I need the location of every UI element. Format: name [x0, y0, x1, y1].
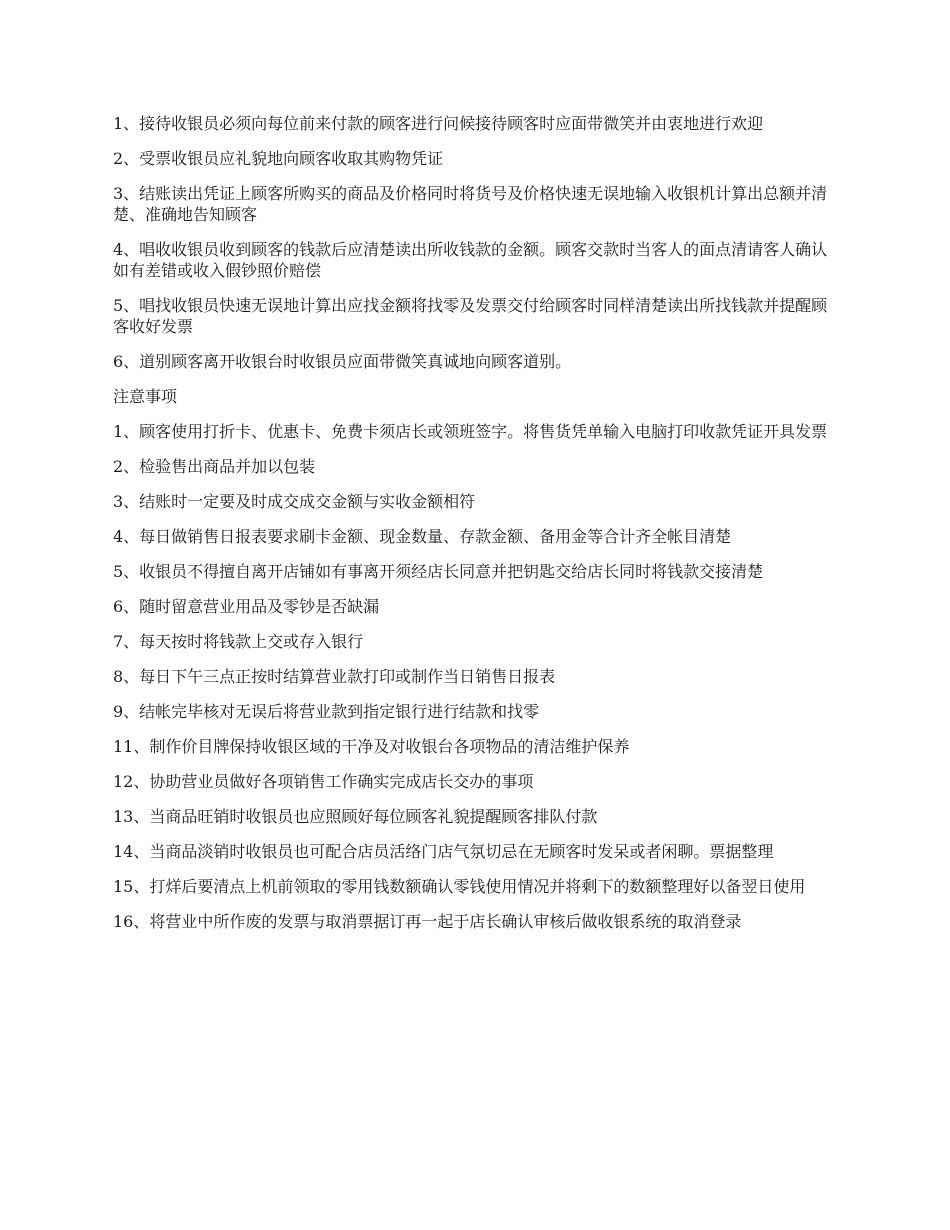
paragraph-19: 13、当商品旺销时收银员也应照顾好每位顾客礼貌提醒顾客排队付款	[113, 807, 598, 826]
paragraph-1: 1、接待收银员必须向每位前来付款的顾客进行问候接待顾客时应面带微笑并由衷地进行欢迎	[113, 114, 764, 133]
paragraph-12: 5、收银员不得擅自离开店铺如有事离开须经店长同意并把钥匙交给店长同时将钱款交接清楚	[113, 562, 764, 581]
paragraph-10: 3、结账时一定要及时成交成交金额与实收金额相符	[113, 492, 476, 511]
paragraph-2: 2、受票收银员应礼貌地向顾客收取其购物凭证	[113, 149, 444, 168]
paragraph-15: 8、每日下午三点正按时结算营业款打印或制作当日销售日报表	[113, 667, 556, 686]
paragraph-3: 3、结账读出凭证上顾客所购买的商品及价格同时将货号及价格快速无误地输入收银机计算出总额并清楚、准确地告知顾客	[113, 184, 828, 224]
paragraph-18: 12、协助营业员做好各项销售工作确实完成店长交办的事项	[113, 772, 534, 791]
paragraph-13: 6、随时留意营业用品及零钞是否缺漏	[113, 597, 380, 616]
paragraph-22: 16、将营业中所作废的发票与取消票据订再一起于店长确认审核后做收银系统的取消登录	[113, 912, 742, 931]
paragraph-4: 4、唱收收银员收到顾客的钱款后应清楚读出所收钱款的金额。顾客交款时当客人的面点清请客人确认如有差错或收入假钞照价赔偿	[113, 240, 828, 280]
paragraph-21: 15、打烊后要清点上机前领取的零用钱数额确认零钱使用情况并将剩下的数额整理好以备翌日使用	[113, 877, 806, 896]
paragraph-14: 7、每天按时将钱款上交或存入银行	[113, 632, 364, 651]
paragraph-17: 11、制作价目牌保持收银区域的干净及对收银台各项物品的清洁维护保养	[113, 737, 630, 756]
document-page	[113, 113, 835, 946]
paragraph-11: 4、每日做销售日报表要求刷卡金额、现金数量、存款金额、备用金等合计齐全帐目清楚	[113, 527, 732, 546]
paragraph-6: 6、道别顾客离开收银台时收银员应面带微笑真诚地向顾客道别。	[113, 352, 572, 371]
paragraph-8: 1、顾客使用打折卡、优惠卡、免费卡须店长或领班签字。将售货凭单输入电脑打印收款凭证开具发票	[113, 422, 828, 441]
paragraph-20: 14、当商品淡销时收银员也可配合店员活络门店气氛切忌在无顾客时发呆或者闲聊。票据整理	[113, 842, 774, 861]
paragraph-9: 2、检验售出商品并加以包装	[113, 457, 316, 476]
section-heading-notes: 注意事项	[113, 387, 178, 406]
paragraph-16: 9、结帐完毕核对无误后将营业款到指定银行进行结款和找零	[113, 702, 540, 721]
paragraph-5: 5、唱找收银员快速无误地计算出应找金额将找零及发票交付给顾客时同样清楚读出所找钱款并提醒顾客收好发票	[113, 296, 828, 336]
